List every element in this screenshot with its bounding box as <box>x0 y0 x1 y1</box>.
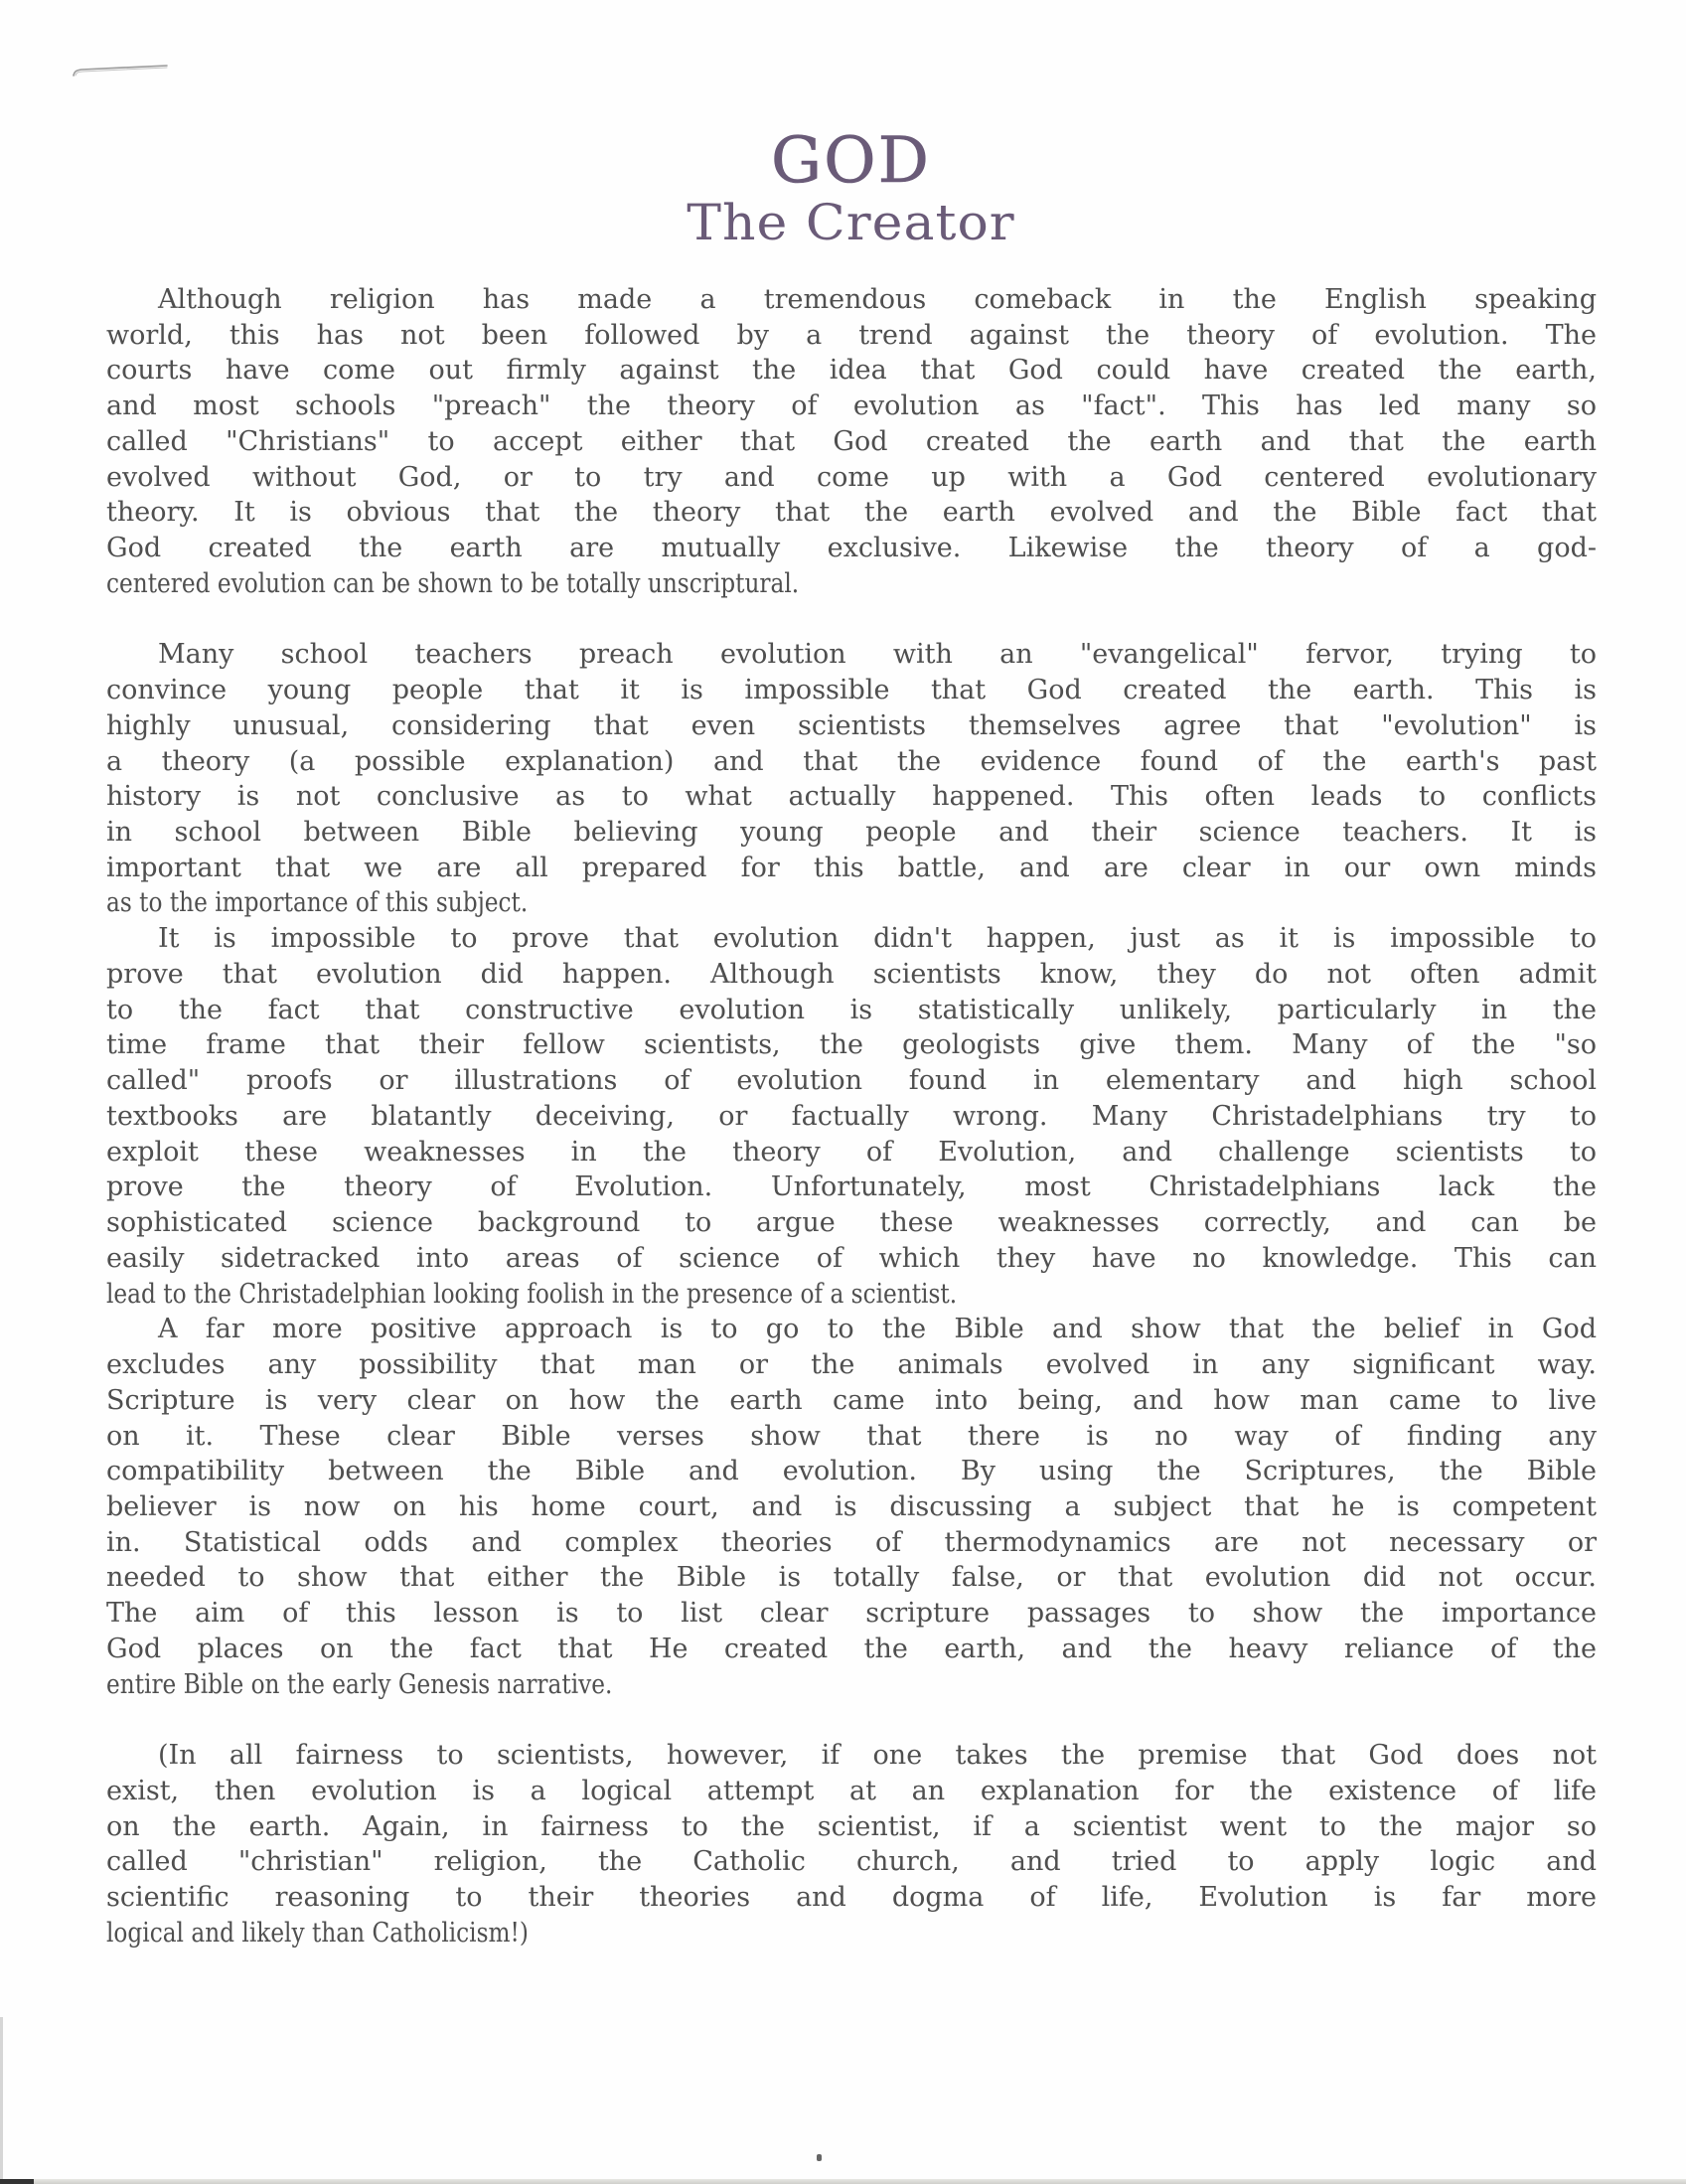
text-line: courts have come out firmly against the idea that God could have created the earth, <box>106 355 1597 387</box>
text-line: sophisticated science background to argue these weaknesses correctly, and can be <box>106 1207 1597 1239</box>
paragraph <box>106 1738 1597 1950</box>
text-line: convince young people that it is impossible that God created the earth. This is <box>106 675 1597 706</box>
text-line: prove that evolution did happen. Although scientists know, they do not often admit <box>106 958 1597 990</box>
text-line: history is not conclusive as to what actually happened. This often leads to conflicts <box>106 781 1597 813</box>
text-line: The aim of this lesson is to list clear scripture passages to show the importance <box>106 1598 1597 1630</box>
scan-edge-bottom <box>0 2179 1686 2184</box>
text-line: God places on the fact that He created the earth, and the heavy reliance of the <box>106 1633 1597 1664</box>
text-line: A far more positive approach is to go to the Bible and show that the belief in God <box>158 1314 1597 1345</box>
text-line: evolved without God, or to try and come up with a God centered evolutionary <box>106 461 1597 493</box>
text-line: entire Bible on the early Genesis narrative. <box>106 1668 613 1700</box>
text-line: logical and likely than Catholicism!) <box>106 1917 529 1949</box>
text-line: world, this has not been followed by a trend against the theory of evolution. The <box>106 319 1597 351</box>
text-line: in. Statistical odds and complex theories of thermodynamics are not necessary or <box>106 1526 1597 1558</box>
text-line: textbooks are blatantly deceiving, or factually wrong. Many Christadelphians try to <box>106 1100 1597 1132</box>
document-title: GOD <box>771 124 931 198</box>
text-line: on it. These clear Bible verses show that there is no way of finding any <box>106 1420 1597 1452</box>
scan-corner-shadow <box>0 2179 34 2184</box>
text-line: (In all fairness to scientists, however, if one takes the premise that God does not <box>158 1740 1597 1772</box>
text-line: time frame that their fellow scientists, the geologists give them. Many of the "so <box>106 1029 1597 1061</box>
text-line: important that we are all prepared for this battle, and are clear in our own minds <box>106 852 1597 883</box>
scan-edge-left <box>0 2017 3 2184</box>
text-line: in school between Bible believing young people and their science teachers. It is <box>106 817 1597 849</box>
text-line: excludes any possibility that man or the animals evolved in any significant way. <box>106 1349 1597 1381</box>
text-line: Although religion has made a tremendous comeback in the English speaking <box>158 284 1597 315</box>
text-line: on the earth. Again, in fairness to the scientist, if a scientist went to the major so <box>106 1810 1597 1842</box>
paragraph <box>106 921 1597 1312</box>
document-subtitle: The Creator <box>687 194 1015 251</box>
text-line: exploit these weaknesses in the theory of Evolution, and challenge scientists to <box>106 1136 1597 1168</box>
text-line: theory. It is obvious that the theory that the earth evolved and the Bible fact that <box>106 497 1597 529</box>
text-line: lead to the Christadelphian looking foolish in the presence of a scientist. <box>106 1278 958 1310</box>
text-line: Scripture is very clear on how the earth came into being, and how man came to live <box>106 1384 1597 1416</box>
paragraph <box>106 637 1597 921</box>
text-line: easily sidetracked into areas of science of which they have no knowledge. This can <box>106 1242 1597 1274</box>
text-line: exist, then evolution is a logical attempt at an explanation for the existence of life <box>106 1775 1597 1806</box>
stray-dot-mark <box>817 2154 822 2161</box>
text-line: to the fact that constructive evolution is statistically unlikely, particularly in the <box>106 994 1597 1025</box>
paragraph <box>106 1312 1597 1702</box>
text-line: centered evolution can be shown to be totally unscriptural. <box>106 567 800 599</box>
text-line: a theory (a possible explanation) and that the evidence found of the earth's past <box>106 745 1597 777</box>
document-body <box>106 282 1597 1951</box>
text-line: called "Christians" to accept either that God created the earth and that the earth <box>106 425 1597 457</box>
text-line: called "christian" religion, the Catholic church, and tried to apply logic and <box>106 1846 1597 1878</box>
text-line: and most schools "preach" the theory of evolution as "fact". This has led many so <box>106 390 1597 422</box>
text-line: as to the importance of this subject. <box>106 887 529 919</box>
text-line: God created the earth are mutually exclusive. Likewise the theory of a god- <box>106 533 1597 564</box>
text-line: believer is now on his home court, and is discussing a subject that he is competent <box>106 1490 1597 1522</box>
text-line: prove the theory of Evolution. Unfortunately, most Christadelphians lack the <box>106 1171 1597 1203</box>
text-line: compatibility between the Bible and evolution. By using the Scriptures, the Bible <box>106 1456 1597 1487</box>
pencil-mark <box>72 64 171 78</box>
text-line: It is impossible to prove that evolution didn't happen, just as it is impossible to <box>158 923 1597 955</box>
text-line: called" proofs or illustrations of evolution found in elementary and high school <box>106 1065 1597 1097</box>
text-line: needed to show that either the Bible is totally false, or that evolution did not occur. <box>106 1562 1597 1594</box>
text-line: scientific reasoning to their theories and dogma of life, Evolution is far more <box>106 1882 1597 1914</box>
text-line: Many school teachers preach evolution with an "evangelical" fervor, trying to <box>158 639 1597 671</box>
text-line: highly unusual, considering that even scientists themselves agree that "evolution" is <box>106 709 1597 741</box>
paragraph <box>106 282 1597 602</box>
